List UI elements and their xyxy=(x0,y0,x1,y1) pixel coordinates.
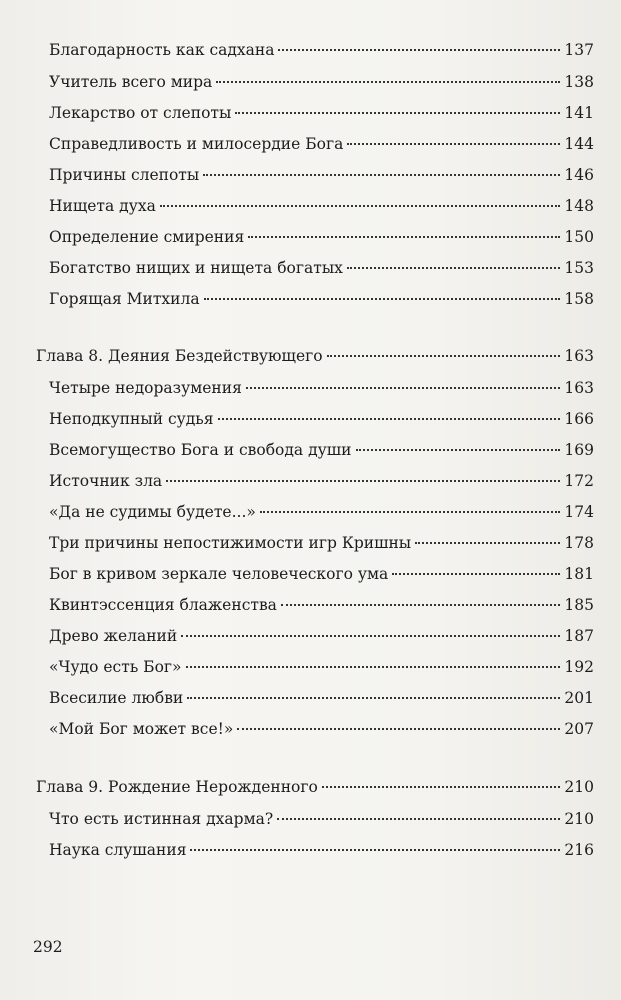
toc-entry-title: Что есть истинная дхарма? xyxy=(49,810,274,828)
chapter-title: Глава 8. Деяния Бездействующего xyxy=(36,347,323,365)
toc-entry xyxy=(49,103,594,123)
dot-leader xyxy=(187,697,560,699)
chapter-page: 210 xyxy=(564,778,594,796)
toc-entry-title: Неподкупный судья xyxy=(49,410,214,428)
toc-entry-page: 201 xyxy=(564,689,594,707)
toc-entry-page: 187 xyxy=(564,627,594,645)
chapter-page: 163 xyxy=(564,347,594,365)
toc-entry-title: Бог в кривом зеркале человеческого ума xyxy=(49,565,389,583)
toc-entry xyxy=(49,258,594,278)
toc-entry-title: Богатство нищих и нищета богатых xyxy=(49,259,343,277)
toc-entry xyxy=(49,564,594,584)
toc-entry-page: 210 xyxy=(564,810,594,828)
toc-entry-title: «Да не судимы будете...» xyxy=(49,503,256,521)
toc-entry xyxy=(49,40,594,60)
dot-leader xyxy=(322,786,561,788)
dot-leader xyxy=(186,666,561,668)
dot-leader xyxy=(235,112,560,114)
dot-leader xyxy=(204,298,561,300)
dot-leader xyxy=(415,542,560,544)
toc-entry-title: Нищета духа xyxy=(49,197,156,215)
toc-entry xyxy=(49,378,594,398)
toc-entry-page: 141 xyxy=(564,104,594,122)
dot-leader xyxy=(356,449,561,451)
toc-entry-page: 153 xyxy=(564,259,594,277)
dot-leader xyxy=(181,635,560,637)
toc-entry-title: Три причины непостижимости игр Кришны xyxy=(49,534,412,552)
toc-entry-page: 172 xyxy=(564,472,594,490)
toc-entry xyxy=(49,626,594,646)
toc-entry-page: 216 xyxy=(564,841,594,859)
toc-entry xyxy=(49,134,594,154)
dot-leader xyxy=(277,818,560,820)
toc-entry-page: 150 xyxy=(564,228,594,246)
toc-entry-title: Учитель всего мира xyxy=(49,73,213,91)
toc-entry xyxy=(49,719,594,739)
chapter-title: Глава 9. Рождение Нерожденного xyxy=(36,778,318,796)
toc-entry xyxy=(49,595,594,615)
toc-entry-title: Определение смирения xyxy=(49,228,245,246)
toc-entry-title: Всесилие любви xyxy=(49,689,184,707)
toc-entry-title: Горящая Митхила xyxy=(49,290,200,308)
toc-entry xyxy=(49,840,594,860)
dot-leader xyxy=(392,573,560,575)
dot-leader xyxy=(246,387,561,389)
toc-entry-page: 174 xyxy=(564,503,594,521)
toc-entry xyxy=(49,409,594,429)
dot-leader xyxy=(347,143,560,145)
toc-entry-title: Четыре недоразумения xyxy=(49,379,242,397)
toc-chapter-heading xyxy=(36,777,594,797)
dot-leader xyxy=(278,49,560,51)
toc-entry-page: 146 xyxy=(564,166,594,184)
toc-entry-page: 181 xyxy=(564,565,594,583)
toc-entry-page: 185 xyxy=(564,596,594,614)
toc-entry-page: 158 xyxy=(564,290,594,308)
toc-entry-title: Источник зла xyxy=(49,472,163,490)
page-number: 292 xyxy=(33,938,63,956)
dot-leader xyxy=(237,728,560,730)
toc-entry-title: Наука слушания xyxy=(49,841,187,859)
dot-leader xyxy=(203,174,560,176)
dot-leader xyxy=(327,355,561,357)
toc-entry-title: «Чудо есть Бог» xyxy=(49,658,182,676)
toc-entry xyxy=(49,72,594,92)
toc-entry-title: «Мой Бог может все!» xyxy=(49,720,234,738)
dot-leader xyxy=(260,511,561,513)
toc-entry xyxy=(49,289,594,309)
toc-entry-page: 148 xyxy=(564,197,594,215)
toc-entry xyxy=(49,688,594,708)
dot-leader xyxy=(347,267,561,269)
toc-entry xyxy=(49,657,594,677)
toc-entry-page: 138 xyxy=(564,73,594,91)
dot-leader xyxy=(281,604,560,606)
toc-entry-title: Древо желаний xyxy=(49,627,178,645)
toc-entry-page: 178 xyxy=(564,534,594,552)
dot-leader xyxy=(218,418,561,420)
toc-entry-title: Лекарство от слепоты xyxy=(49,104,232,122)
dot-leader xyxy=(248,236,560,238)
toc-entry-page: 169 xyxy=(564,441,594,459)
toc-entry xyxy=(49,227,594,247)
toc-chapter-heading xyxy=(36,346,594,366)
dot-leader xyxy=(216,81,560,83)
toc-entry xyxy=(49,502,594,522)
toc-entry-title: Справедливость и милосердие Бога xyxy=(49,135,344,153)
toc-entry xyxy=(49,440,594,460)
toc-entry-title: Благодарность как садхана xyxy=(49,41,275,59)
dot-leader xyxy=(160,205,561,207)
toc-entry-title: Причины слепоты xyxy=(49,166,200,184)
dot-leader xyxy=(166,480,560,482)
toc-entry-page: 137 xyxy=(564,41,594,59)
toc-entry-page: 207 xyxy=(564,720,594,738)
toc-entry-page: 163 xyxy=(564,379,594,397)
toc-entry xyxy=(49,533,594,553)
toc-entry xyxy=(49,809,594,829)
toc-entry xyxy=(49,165,594,185)
toc-entry xyxy=(49,471,594,491)
toc-entry-title: Квинтэссенция блаженства xyxy=(49,596,277,614)
toc-entry-title: Всемогущество Бога и свобода души xyxy=(49,441,352,459)
toc-entry xyxy=(49,196,594,216)
toc-entry-page: 144 xyxy=(564,135,594,153)
dot-leader xyxy=(190,849,560,851)
toc-entry-page: 192 xyxy=(564,658,594,676)
toc-entry-page: 166 xyxy=(564,410,594,428)
